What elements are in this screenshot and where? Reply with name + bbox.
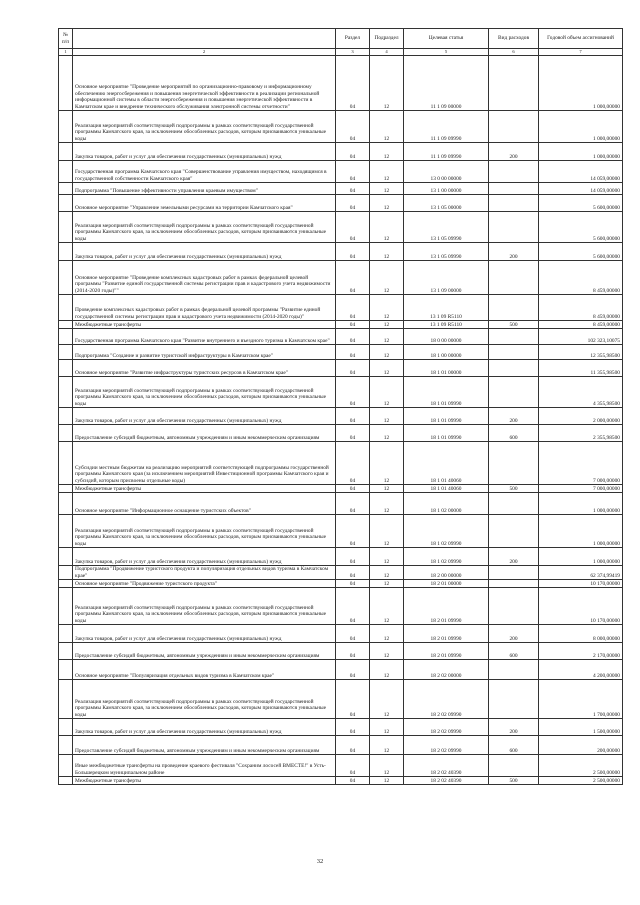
cell-podrazdel: 12 bbox=[370, 625, 404, 643]
cell-razdel: 04 bbox=[336, 777, 370, 785]
cell-amount: 1 700,00000 bbox=[539, 680, 623, 719]
cell-num bbox=[59, 485, 73, 493]
cell-name: Государственная программа Камчатского края "Развитие внутреннего и въездного туризма в Камчатском крае" bbox=[73, 329, 336, 345]
cell-podrazdel: 12 bbox=[370, 360, 404, 377]
cell-amount: 8 459,00000 bbox=[539, 321, 623, 329]
cell-amount: 102 323,10075 bbox=[539, 329, 623, 345]
cell-name: Основное мероприятие "Популяризация отдельных видов туризма в Камчатском крае" bbox=[73, 660, 336, 680]
header-podrazdel: Подраздел bbox=[370, 29, 404, 49]
cell-razdel: 04 bbox=[336, 736, 370, 755]
cell-target: 11 1 09 09990 bbox=[404, 111, 489, 143]
cell-name: Основное мероприятие "Продвижение туристского продукта" bbox=[73, 580, 336, 588]
cell-podrazdel: 12 bbox=[370, 321, 404, 329]
cell-amount: 1 000,00000 bbox=[539, 548, 623, 566]
column-index: 5 bbox=[404, 49, 489, 56]
cell-vid bbox=[489, 360, 539, 377]
cell-target: 18 0 00 00000 bbox=[404, 329, 489, 345]
cell-target: 13 1 09 00000 bbox=[404, 261, 489, 295]
column-index: 6 bbox=[489, 49, 539, 56]
table-row bbox=[59, 625, 623, 643]
cell-num bbox=[59, 515, 73, 548]
cell-num bbox=[59, 643, 73, 660]
cell-podrazdel: 12 bbox=[370, 680, 404, 719]
table-row bbox=[59, 195, 623, 212]
column-index: 7 bbox=[539, 49, 623, 56]
cell-podrazdel: 12 bbox=[370, 183, 404, 195]
cell-podrazdel: 12 bbox=[370, 755, 404, 777]
cell-razdel: 04 bbox=[336, 243, 370, 261]
header-amount: Годовой объем ассигнований bbox=[539, 29, 623, 49]
cell-amount: 5 600,00000 bbox=[539, 212, 623, 243]
cell-num bbox=[59, 680, 73, 719]
cell-amount: 8 459,00000 bbox=[539, 295, 623, 321]
cell-target: 18 1 01 00000 bbox=[404, 360, 489, 377]
cell-vid: 500 bbox=[489, 321, 539, 329]
cell-razdel: 04 bbox=[336, 360, 370, 377]
cell-target: 18 1 01 09990 bbox=[404, 377, 489, 408]
cell-razdel: 04 bbox=[336, 625, 370, 643]
cell-name: Государственная программа Камчатского края "Совершенствование управления имуществом, находящимся в государственной собственности Камчатского края" bbox=[73, 161, 336, 183]
cell-name: Межбюджетные трансферты bbox=[73, 485, 336, 493]
cell-target: 13 1 05 00000 bbox=[404, 195, 489, 212]
cell-num bbox=[59, 660, 73, 680]
cell-amount: 14 059,00000 bbox=[539, 183, 623, 195]
cell-amount: 12 355,98500 bbox=[539, 345, 623, 360]
cell-razdel: 04 bbox=[336, 588, 370, 625]
cell-vid bbox=[489, 755, 539, 777]
cell-podrazdel: 12 bbox=[370, 588, 404, 625]
cell-vid bbox=[489, 261, 539, 295]
cell-podrazdel: 12 bbox=[370, 643, 404, 660]
table-row bbox=[59, 143, 623, 161]
table-row bbox=[59, 755, 623, 777]
cell-num bbox=[59, 566, 73, 580]
cell-name: Предоставление субсидий бюджетным, автономным учреждениям и иным некоммерческим организациям bbox=[73, 425, 336, 442]
cell-num bbox=[59, 143, 73, 161]
table-row bbox=[59, 408, 623, 425]
cell-name: Закупка товаров, работ и услуг для обеспечения государственных (муниципальных) нужд bbox=[73, 625, 336, 643]
cell-target: 18 1 01 09990 bbox=[404, 425, 489, 442]
cell-podrazdel: 12 bbox=[370, 493, 404, 515]
column-index: 3 bbox=[336, 49, 370, 56]
header-num: № п/п bbox=[59, 29, 73, 49]
cell-name: Проведение комплексных кадастровых работ в рамках федеральной целевой программы "Развитие единой государственной системы регистрации прав и кадастрового учета недвижимости (2014-2020 годы)" bbox=[73, 295, 336, 321]
cell-razdel: 04 bbox=[336, 345, 370, 360]
cell-num bbox=[59, 329, 73, 345]
cell-podrazdel: 12 bbox=[370, 736, 404, 755]
cell-vid: 200 bbox=[489, 719, 539, 736]
table-row bbox=[59, 377, 623, 408]
cell-podrazdel: 12 bbox=[370, 566, 404, 580]
cell-razdel: 04 bbox=[336, 56, 370, 111]
table-row bbox=[59, 485, 623, 493]
cell-target: 18 1 01 40060 bbox=[404, 442, 489, 485]
table-row bbox=[59, 580, 623, 588]
cell-podrazdel: 12 bbox=[370, 329, 404, 345]
cell-amount: 5 600,00000 bbox=[539, 195, 623, 212]
cell-name: Закупка товаров, работ и услуг для обеспечения государственных (муниципальных) нужд bbox=[73, 548, 336, 566]
cell-podrazdel: 12 bbox=[370, 425, 404, 442]
cell-amount: 10 170,00000 bbox=[539, 588, 623, 625]
cell-name: Закупка товаров, работ и услуг для обеспечения государственных (муниципальных) нужд bbox=[73, 243, 336, 261]
cell-podrazdel: 12 bbox=[370, 243, 404, 261]
cell-num bbox=[59, 295, 73, 321]
cell-vid bbox=[489, 295, 539, 321]
cell-amount: 8 459,00000 bbox=[539, 261, 623, 295]
cell-vid bbox=[489, 195, 539, 212]
column-index: 2 bbox=[73, 49, 336, 56]
cell-vid: 600 bbox=[489, 425, 539, 442]
cell-name: Закупка товаров, работ и услуг для обеспечения государственных (муниципальных) нужд bbox=[73, 719, 336, 736]
cell-podrazdel: 12 bbox=[370, 56, 404, 111]
cell-target: 18 2 01 09990 bbox=[404, 588, 489, 625]
cell-name: Основное мероприятие "Проведение мероприятий по организационно-правовому и информационному обеспечению энергосбережения и повышения энергетической эффективности в реализации региональной информационной системы в области энергосбережения и повышения энергетической эффективности в Камчатском крае и внедрение технического обслуживания электронной системы отчетности" bbox=[73, 56, 336, 111]
cell-target: 18 2 02 40390 bbox=[404, 755, 489, 777]
cell-amount: 62 374,99419 bbox=[539, 566, 623, 580]
cell-name: Реализация мероприятий соответствующей подпрограммы в рамках соответствующей государственной программы Камчатского края, за исключением обособленных расходов, которым присваиваются уникальные коды bbox=[73, 212, 336, 243]
header-vid: Вид расходов bbox=[489, 29, 539, 49]
cell-vid: 200 bbox=[489, 408, 539, 425]
cell-name: Реализация мероприятий соответствующей подпрограммы в рамках соответствующей государственной программы Камчатского края, за исключением обособленных расходов, которым присваиваются уникальные коды bbox=[73, 680, 336, 719]
cell-podrazdel: 12 bbox=[370, 345, 404, 360]
cell-num bbox=[59, 56, 73, 111]
table-row bbox=[59, 493, 623, 515]
cell-podrazdel: 12 bbox=[370, 485, 404, 493]
table-row bbox=[59, 261, 623, 295]
cell-name: Основное мероприятие "Развитие инфраструктуры туристских ресурсов в Камчатском крае" bbox=[73, 360, 336, 377]
cell-razdel: 04 bbox=[336, 183, 370, 195]
cell-podrazdel: 12 bbox=[370, 212, 404, 243]
cell-num bbox=[59, 580, 73, 588]
cell-name: Закупка товаров, работ и услуг для обеспечения государственных (муниципальных) нужд bbox=[73, 143, 336, 161]
cell-podrazdel: 12 bbox=[370, 442, 404, 485]
cell-amount: 1 000,00000 bbox=[539, 56, 623, 111]
table-row bbox=[59, 212, 623, 243]
cell-num bbox=[59, 588, 73, 625]
cell-target: 13 0 00 00000 bbox=[404, 161, 489, 183]
cell-num bbox=[59, 425, 73, 442]
cell-razdel: 04 bbox=[336, 329, 370, 345]
column-index: 4 bbox=[370, 49, 404, 56]
cell-target: 18 2 01 09990 bbox=[404, 643, 489, 660]
cell-target: 18 2 01 00000 bbox=[404, 580, 489, 588]
cell-podrazdel: 12 bbox=[370, 719, 404, 736]
table-row bbox=[59, 588, 623, 625]
cell-razdel: 04 bbox=[336, 548, 370, 566]
cell-amount: 7 000,00000 bbox=[539, 485, 623, 493]
cell-vid bbox=[489, 580, 539, 588]
cell-vid bbox=[489, 111, 539, 143]
cell-podrazdel: 12 bbox=[370, 660, 404, 680]
cell-name: Основное мероприятие "Проведение комплексных кадастровых работ в рамках федеральной целевой программы "Развитие единой государственной системы регистрации прав и кадастрового учета недвижимости (2014-2020 годы)"" bbox=[73, 261, 336, 295]
cell-target: 11 1 09 00000 bbox=[404, 56, 489, 111]
cell-razdel: 04 bbox=[336, 643, 370, 660]
cell-name: Подпрограмма "Продвижение туристского продукта и популяризация отдельных видов туризма в Камчатском крае" bbox=[73, 566, 336, 580]
cell-razdel: 04 bbox=[336, 408, 370, 425]
cell-razdel: 04 bbox=[336, 485, 370, 493]
table-row bbox=[59, 111, 623, 143]
cell-amount: 4 200,00000 bbox=[539, 660, 623, 680]
cell-name: Иные межбюджетные трансферты на проведение краевого фестиваля "Сохраним лососей ВМЕСТЕ!" в Усть-Большерецком муниципальном районе bbox=[73, 755, 336, 777]
cell-name: Подпрограмма "Повышение эффективности управления краевым имуществом" bbox=[73, 183, 336, 195]
table-row bbox=[59, 243, 623, 261]
cell-razdel: 04 bbox=[336, 295, 370, 321]
cell-amount: 5 600,00000 bbox=[539, 243, 623, 261]
cell-vid bbox=[489, 377, 539, 408]
cell-podrazdel: 12 bbox=[370, 111, 404, 143]
table-row bbox=[59, 321, 623, 329]
cell-name: Закупка товаров, работ и услуг для обеспечения государственных (муниципальных) нужд bbox=[73, 408, 336, 425]
header-target: Целевая статья bbox=[404, 29, 489, 49]
cell-podrazdel: 12 bbox=[370, 515, 404, 548]
table-row bbox=[59, 329, 623, 345]
column-index-row bbox=[59, 49, 623, 56]
cell-target: 11 1 09 09990 bbox=[404, 143, 489, 161]
cell-vid: 200 bbox=[489, 243, 539, 261]
table-row bbox=[59, 56, 623, 111]
cell-num bbox=[59, 442, 73, 485]
cell-name: Реализация мероприятий соответствующей подпрограммы в рамках соответствующей государственной программы Камчатского края, за исключением обособленных расходов, которым присваиваются уникальные коды bbox=[73, 515, 336, 548]
cell-vid bbox=[489, 183, 539, 195]
cell-podrazdel: 12 bbox=[370, 261, 404, 295]
cell-vid bbox=[489, 56, 539, 111]
cell-num bbox=[59, 195, 73, 212]
cell-podrazdel: 12 bbox=[370, 195, 404, 212]
cell-vid bbox=[489, 345, 539, 360]
cell-num bbox=[59, 719, 73, 736]
table-row bbox=[59, 719, 623, 736]
table-row bbox=[59, 161, 623, 183]
cell-vid bbox=[489, 660, 539, 680]
header-name bbox=[73, 29, 336, 49]
cell-amount: 10 170,00000 bbox=[539, 580, 623, 588]
cell-name: Основное мероприятие "Управление земельными ресурсами на территории Камчатского края" bbox=[73, 195, 336, 212]
header-razdel: Раздел bbox=[336, 29, 370, 49]
table-row bbox=[59, 680, 623, 719]
cell-amount: 11 355,98500 bbox=[539, 360, 623, 377]
cell-vid: 200 bbox=[489, 625, 539, 643]
cell-amount: 7 000,00000 bbox=[539, 442, 623, 485]
cell-vid bbox=[489, 588, 539, 625]
cell-razdel: 04 bbox=[336, 566, 370, 580]
cell-vid: 600 bbox=[489, 643, 539, 660]
cell-vid bbox=[489, 515, 539, 548]
cell-podrazdel: 12 bbox=[370, 143, 404, 161]
cell-target: 18 2 00 00000 bbox=[404, 566, 489, 580]
cell-name: Предоставление субсидий бюджетным, автономным учреждениям и иным некоммерческим организациям bbox=[73, 736, 336, 755]
budget-table bbox=[58, 28, 623, 785]
cell-num bbox=[59, 548, 73, 566]
cell-razdel: 04 bbox=[336, 515, 370, 548]
cell-razdel: 04 bbox=[336, 377, 370, 408]
cell-podrazdel: 12 bbox=[370, 377, 404, 408]
cell-vid bbox=[489, 161, 539, 183]
cell-vid bbox=[489, 442, 539, 485]
cell-podrazdel: 12 bbox=[370, 295, 404, 321]
cell-amount: 1 000,00000 bbox=[539, 143, 623, 161]
cell-num bbox=[59, 408, 73, 425]
table-row bbox=[59, 736, 623, 755]
cell-amount: 2 355,98500 bbox=[539, 425, 623, 442]
cell-razdel: 04 bbox=[336, 143, 370, 161]
cell-name: Основное мероприятие "Информационное оснащение туристских объектов" bbox=[73, 493, 336, 515]
cell-amount: 8 000,00000 bbox=[539, 625, 623, 643]
cell-razdel: 04 bbox=[336, 212, 370, 243]
cell-razdel: 04 bbox=[336, 442, 370, 485]
cell-vid bbox=[489, 329, 539, 345]
cell-name: Межбюджетные трансферты bbox=[73, 777, 336, 785]
cell-target: 18 2 02 09990 bbox=[404, 680, 489, 719]
cell-podrazdel: 12 bbox=[370, 408, 404, 425]
table-row bbox=[59, 295, 623, 321]
cell-vid: 200 bbox=[489, 548, 539, 566]
cell-target: 13 1 09 R5110 bbox=[404, 295, 489, 321]
cell-num bbox=[59, 377, 73, 408]
cell-amount: 1 500,00000 bbox=[539, 719, 623, 736]
table-row bbox=[59, 566, 623, 580]
cell-target: 18 1 01 40060 bbox=[404, 485, 489, 493]
cell-razdel: 04 bbox=[336, 161, 370, 183]
cell-vid: 600 bbox=[489, 736, 539, 755]
table-row bbox=[59, 360, 623, 377]
cell-razdel: 04 bbox=[336, 719, 370, 736]
cell-amount: 2 500,00000 bbox=[539, 755, 623, 777]
cell-name: Реализация мероприятий соответствующей подпрограммы в рамках соответствующей государственной программы Камчатского края, за исключением обособленных расходов, которым присваиваются уникальные коды bbox=[73, 377, 336, 408]
cell-razdel: 04 bbox=[336, 425, 370, 442]
page-number: 32 bbox=[316, 858, 324, 865]
cell-num bbox=[59, 777, 73, 785]
cell-target: 18 2 02 09990 bbox=[404, 719, 489, 736]
cell-razdel: 04 bbox=[336, 321, 370, 329]
cell-razdel: 04 bbox=[336, 580, 370, 588]
cell-target: 13 1 05 09990 bbox=[404, 212, 489, 243]
cell-razdel: 04 bbox=[336, 755, 370, 777]
cell-num bbox=[59, 212, 73, 243]
cell-num bbox=[59, 625, 73, 643]
table-row bbox=[59, 345, 623, 360]
cell-razdel: 04 bbox=[336, 660, 370, 680]
cell-num bbox=[59, 360, 73, 377]
cell-name: Предоставление субсидий бюджетным, автономным учреждениям и иным некоммерческим организациям bbox=[73, 643, 336, 660]
cell-name: Подпрограмма "Создание и развитие туристской инфраструктуры в Камчатском крае" bbox=[73, 345, 336, 360]
cell-num bbox=[59, 321, 73, 329]
table-row bbox=[59, 442, 623, 485]
cell-num bbox=[59, 261, 73, 295]
column-index: 1 bbox=[59, 49, 73, 56]
cell-amount: 200,00000 bbox=[539, 736, 623, 755]
cell-target: 18 2 01 09990 bbox=[404, 625, 489, 643]
header-row bbox=[59, 29, 623, 49]
cell-num bbox=[59, 755, 73, 777]
table-row bbox=[59, 660, 623, 680]
cell-amount: 2 000,00000 bbox=[539, 408, 623, 425]
cell-vid bbox=[489, 212, 539, 243]
cell-num bbox=[59, 493, 73, 515]
cell-razdel: 04 bbox=[336, 111, 370, 143]
cell-amount: 2 170,00000 bbox=[539, 643, 623, 660]
cell-amount: 2 500,00000 bbox=[539, 777, 623, 785]
cell-name: Реализация мероприятий соответствующей подпрограммы в рамках соответствующей государственной программы Камчатского края, за исключением обособленных расходов, которым присваиваются уникальные коды bbox=[73, 111, 336, 143]
cell-razdel: 04 bbox=[336, 493, 370, 515]
cell-num bbox=[59, 243, 73, 261]
cell-amount: 1 000,00000 bbox=[539, 515, 623, 548]
table-row bbox=[59, 515, 623, 548]
cell-amount: 1 000,00000 bbox=[539, 493, 623, 515]
cell-target: 18 1 01 09990 bbox=[404, 408, 489, 425]
cell-razdel: 04 bbox=[336, 680, 370, 719]
table-row bbox=[59, 777, 623, 785]
cell-vid: 500 bbox=[489, 485, 539, 493]
cell-vid bbox=[489, 493, 539, 515]
cell-podrazdel: 12 bbox=[370, 580, 404, 588]
cell-target: 18 1 02 09990 bbox=[404, 515, 489, 548]
cell-target: 13 1 05 09990 bbox=[404, 243, 489, 261]
cell-podrazdel: 12 bbox=[370, 777, 404, 785]
cell-target: 18 1 02 09990 bbox=[404, 548, 489, 566]
cell-target: 13 1 00 00000 bbox=[404, 183, 489, 195]
cell-target: 18 2 02 00000 bbox=[404, 660, 489, 680]
cell-amount: 14 059,00000 bbox=[539, 161, 623, 183]
cell-target: 18 2 02 40390 bbox=[404, 777, 489, 785]
table-row bbox=[59, 643, 623, 660]
cell-num bbox=[59, 161, 73, 183]
cell-num bbox=[59, 736, 73, 755]
cell-amount: 4 355,98500 bbox=[539, 377, 623, 408]
cell-target: 13 1 09 R5110 bbox=[404, 321, 489, 329]
cell-target: 18 1 02 00000 bbox=[404, 493, 489, 515]
cell-target: 18 1 00 00000 bbox=[404, 345, 489, 360]
cell-razdel: 04 bbox=[336, 261, 370, 295]
table-row bbox=[59, 183, 623, 195]
cell-vid: 500 bbox=[489, 777, 539, 785]
cell-num bbox=[59, 345, 73, 360]
cell-target: 18 2 02 09990 bbox=[404, 736, 489, 755]
table-row bbox=[59, 425, 623, 442]
cell-amount: 1 000,00000 bbox=[539, 111, 623, 143]
cell-name: Реализация мероприятий соответствующей подпрограммы в рамках соответствующей государственной программы Камчатского края, за исключением обособленных расходов, которым присваиваются уникальные коды bbox=[73, 588, 336, 625]
table-row bbox=[59, 548, 623, 566]
cell-num bbox=[59, 111, 73, 143]
cell-podrazdel: 12 bbox=[370, 161, 404, 183]
cell-vid bbox=[489, 680, 539, 719]
cell-razdel: 04 bbox=[336, 195, 370, 212]
cell-vid: 200 bbox=[489, 143, 539, 161]
cell-podrazdel: 12 bbox=[370, 548, 404, 566]
cell-num bbox=[59, 183, 73, 195]
cell-name: Субсидии местным бюджетам на реализацию мероприятий соответствующей подпрограммы государственной программы Камчатского края (за исключением мероприятий Инвестиционной программы Камчатского края и субсидий, которым присвоены отдельные коды) bbox=[73, 442, 336, 485]
cell-vid bbox=[489, 566, 539, 580]
cell-name: Межбюджетные трансферты bbox=[73, 321, 336, 329]
